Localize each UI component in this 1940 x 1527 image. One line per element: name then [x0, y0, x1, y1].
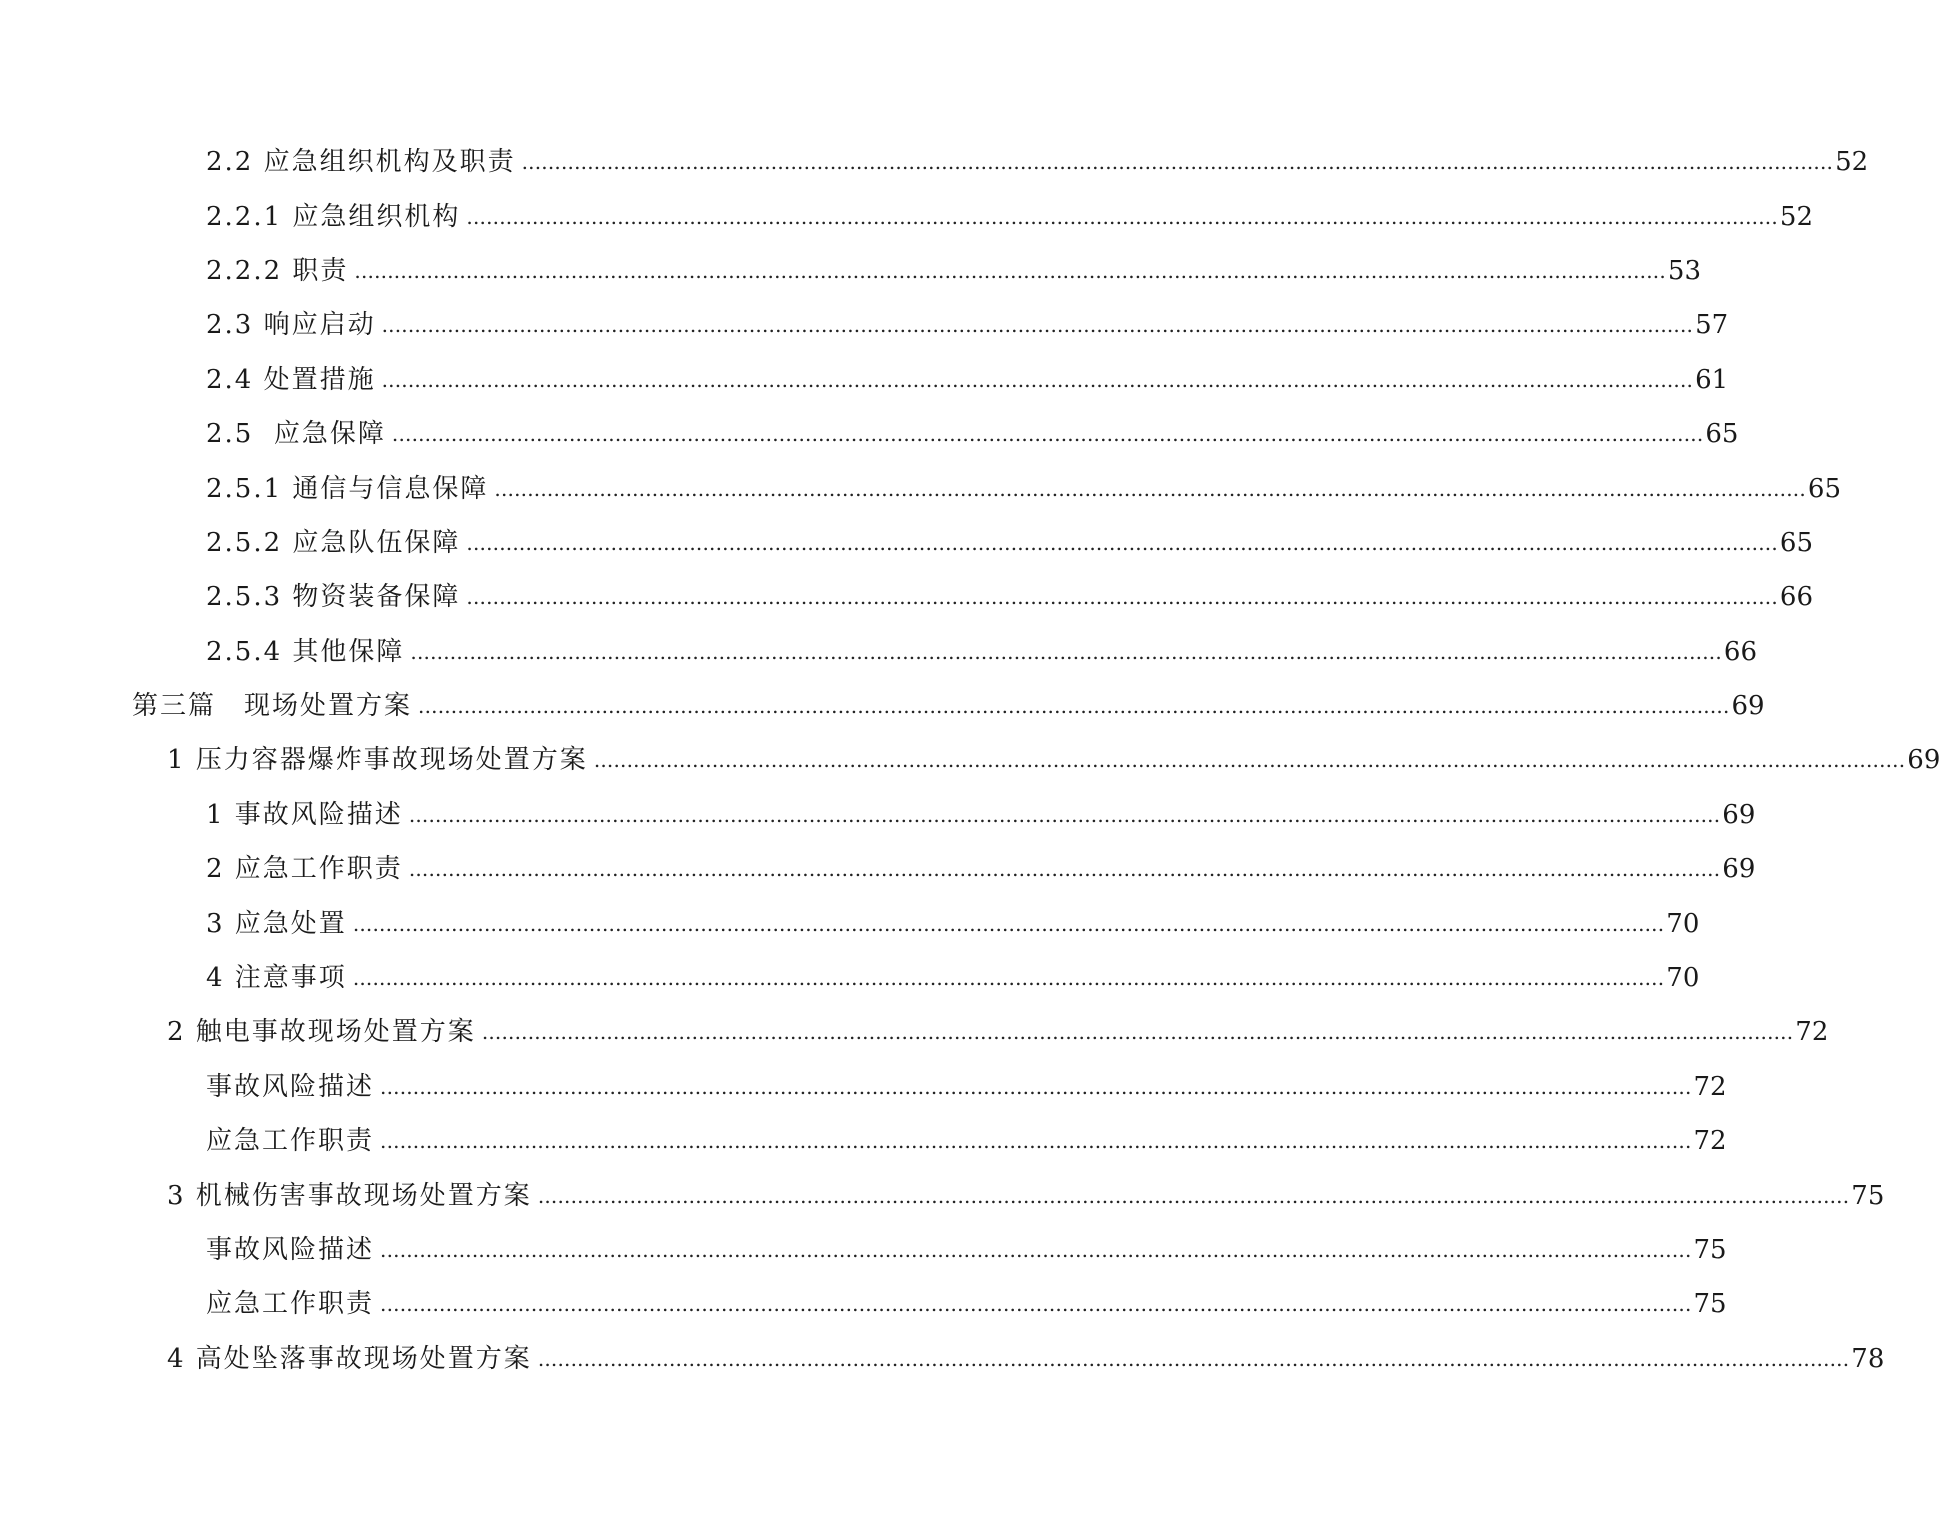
toc-dot-leader: ........................................................................................................................................................................................................ — [381, 313, 1694, 338]
toc-entry-title: 2.5 应急保障 — [206, 419, 386, 450]
toc-entry[interactable] — [0, 1277, 1727, 1331]
toc-entry-page: 69 — [1722, 854, 1756, 885]
toc-entry[interactable] — [0, 461, 1841, 515]
toc-entry-title: 2 触电事故现场处置方案 — [167, 1017, 476, 1048]
toc-entry[interactable] — [0, 189, 1813, 243]
toc-entry-section[interactable] — [0, 1005, 1829, 1059]
toc-entry[interactable] — [0, 896, 1700, 950]
toc-entry-title: 2.2.2 职责 — [206, 255, 349, 286]
toc-entry-title: 4 高处坠落事故现场处置方案 — [167, 1343, 532, 1374]
toc-dot-leader: ........................................................................................................................................................................................................ — [537, 1346, 1850, 1371]
toc-entry-page: 53 — [1667, 255, 1701, 286]
toc-entry-page: 70 — [1666, 908, 1700, 939]
toc-dot-leader: ........................................................................................................................................................................................................ — [494, 476, 1806, 501]
toc-entry[interactable] — [0, 625, 1757, 679]
toc-entry-page: 57 — [1695, 310, 1729, 341]
toc-dot-leader: ........................................................................................................................................................................................................ — [354, 258, 1666, 283]
toc-entry-page: 65 — [1705, 419, 1739, 450]
toc-entry-title: 1 事故风险描述 — [206, 799, 403, 830]
toc-dot-leader: ........................................................................................................................................................................................................ — [380, 1292, 1692, 1317]
toc-entry-title: 2 应急工作职责 — [206, 854, 403, 885]
toc-entry[interactable] — [0, 516, 1813, 570]
toc-entry[interactable] — [0, 1223, 1727, 1277]
toc-dot-leader: ........................................................................................................................................................................................................ — [466, 530, 1778, 555]
toc-entry-title: 4 注意事项 — [206, 963, 347, 994]
toc-entry[interactable] — [0, 135, 1869, 189]
toc-dot-leader: ........................................................................................................................................................................................................ — [410, 639, 1722, 664]
toc-entry-page: 75 — [1693, 1289, 1727, 1320]
toc-entry[interactable] — [0, 298, 1729, 352]
toc-entry[interactable] — [0, 407, 1739, 461]
toc-entry-title: 2.5.1 通信与信息保障 — [206, 473, 489, 504]
toc-dot-leader: ........................................................................................................................................................................................................ — [466, 585, 1778, 610]
toc-entry-page: 72 — [1693, 1071, 1727, 1102]
toc-entry-page: 65 — [1779, 527, 1813, 558]
toc-entry-title: 3 应急处置 — [206, 908, 347, 939]
toc-entry[interactable] — [0, 951, 1700, 1005]
toc-entry-title: 2.5.4 其他保障 — [206, 636, 405, 667]
toc-entry-page: 69 — [1907, 745, 1940, 776]
toc-entry-title: 1 压力容器爆炸事故现场处置方案 — [167, 745, 588, 776]
toc-entry-title: 事故风险描述 — [206, 1235, 375, 1265]
toc-entry-page: 66 — [1723, 636, 1757, 667]
toc-entry-title: 2.2.1 应急组织机构 — [206, 201, 461, 232]
toc-dot-leader: ........................................................................................................................................................................................................ — [408, 802, 1721, 827]
toc-entry-page: 75 — [1693, 1235, 1727, 1265]
toc-entry[interactable] — [0, 353, 1729, 407]
toc-entry-page: 69 — [1731, 691, 1765, 722]
toc-entry-title: 事故风险描述 — [206, 1071, 375, 1102]
toc-dot-leader: ........................................................................................................................................................................................................ — [352, 966, 1665, 991]
toc-entry-title: 2.4 处置措施 — [206, 364, 376, 395]
toc-entry-part-heading[interactable] — [0, 679, 1765, 733]
toc-dot-leader: ........................................................................................................................................................................................................ — [418, 694, 1730, 719]
toc-dot-leader: ........................................................................................................................................................................................................ — [593, 748, 1906, 773]
toc-entry[interactable] — [0, 842, 1756, 896]
toc-entry[interactable] — [0, 244, 1701, 298]
toc-entry-page: 72 — [1795, 1017, 1829, 1048]
toc-dot-leader: ........................................................................................................................................................................................................ — [481, 1020, 1794, 1045]
toc-entry-page: 78 — [1851, 1343, 1885, 1374]
toc-entry-title: 第三篇 现场处置方案 — [132, 691, 413, 722]
toc-entry-page: 52 — [1779, 201, 1813, 232]
toc-entry-title: 2.2 应急组织机构及职责 — [206, 147, 516, 178]
toc-entry-page: 69 — [1722, 799, 1756, 830]
toc-dot-leader: ........................................................................................................................................................................................................ — [408, 857, 1721, 882]
toc-dot-leader: ........................................................................................................................................................................................................ — [537, 1183, 1850, 1208]
toc-entry-section[interactable] — [0, 1332, 1885, 1386]
toc-entry-title: 应急工作职责 — [206, 1126, 375, 1157]
toc-entry[interactable] — [0, 788, 1756, 842]
toc-dot-leader: ........................................................................................................................................................................................................ — [380, 1238, 1692, 1262]
toc-entry-section[interactable] — [0, 1168, 1885, 1222]
toc-entry-page: 61 — [1695, 364, 1729, 395]
toc-entry[interactable] — [0, 570, 1813, 624]
toc-entry-section[interactable] — [0, 733, 1940, 787]
toc-dot-leader: ........................................................................................................................................................................................................ — [352, 911, 1665, 936]
table-of-contents — [0, 135, 1940, 1386]
toc-entry-page: 70 — [1666, 963, 1700, 994]
toc-dot-leader: ........................................................................................................................................................................................................ — [466, 204, 1778, 229]
toc-entry-page: 52 — [1835, 147, 1869, 178]
toc-dot-leader: ........................................................................................................................................................................................................ — [380, 1074, 1692, 1099]
toc-entry[interactable] — [0, 1060, 1727, 1114]
toc-dot-leader: ........................................................................................................................................................................................................ — [391, 422, 1704, 447]
toc-entry-page: 72 — [1693, 1126, 1727, 1157]
toc-dot-leader: ........................................................................................................................................................................................................ — [521, 150, 1834, 175]
toc-entry-title: 应急工作职责 — [206, 1289, 375, 1320]
toc-dot-leader: ........................................................................................................................................................................................................ — [381, 367, 1694, 392]
toc-entry[interactable] — [0, 1114, 1727, 1168]
toc-entry-title: 2.3 响应启动 — [206, 310, 376, 341]
toc-entry-page: 75 — [1851, 1180, 1885, 1211]
toc-entry-title: 2.5.3 物资装备保障 — [206, 582, 461, 613]
toc-entry-page: 65 — [1807, 473, 1841, 504]
toc-dot-leader: ........................................................................................................................................................................................................ — [380, 1129, 1692, 1154]
toc-entry-title: 3 机械伤害事故现场处置方案 — [167, 1180, 532, 1211]
toc-entry-title: 2.5.2 应急队伍保障 — [206, 527, 461, 558]
toc-entry-page: 66 — [1779, 582, 1813, 613]
